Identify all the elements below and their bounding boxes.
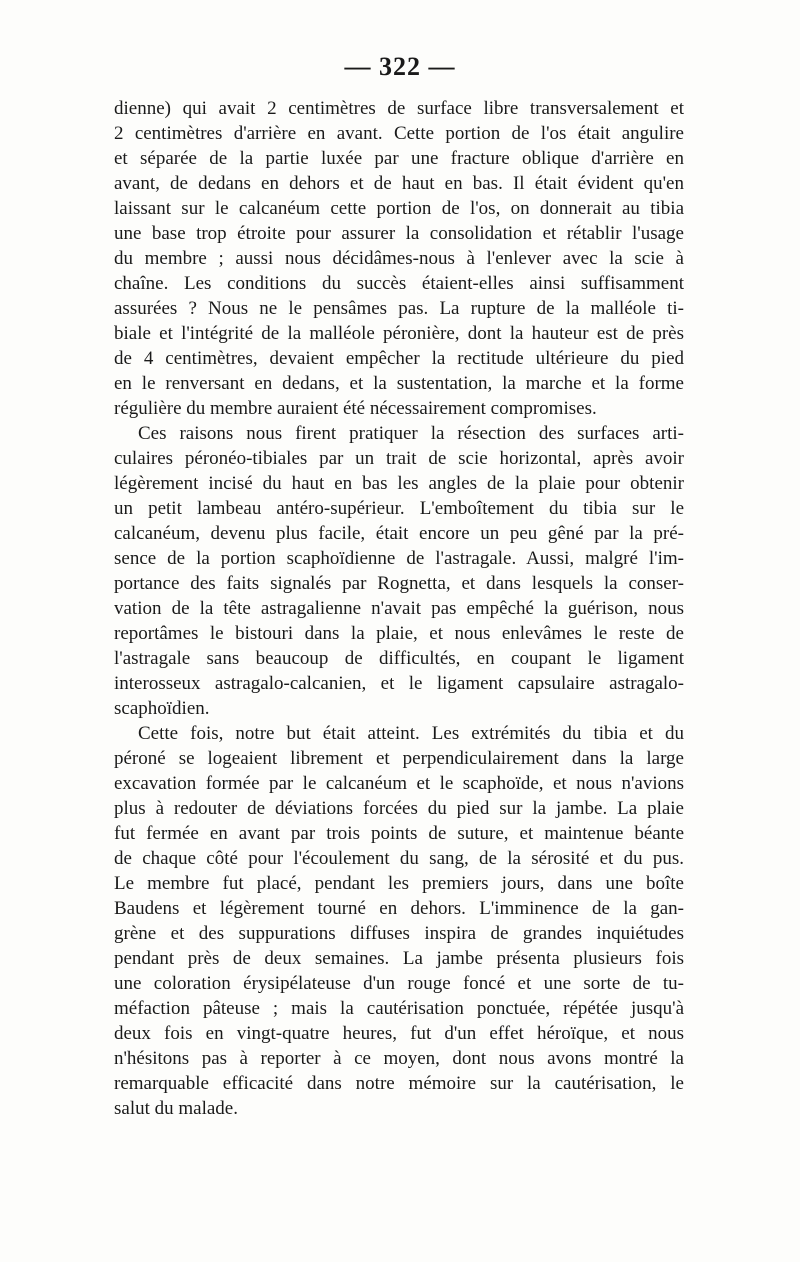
text-line: Ces raisons nous firent pratiquer la résection des surfaces arti- [138,423,684,444]
text-line: interosseux astragalo-calcanien, et le ligament capsulaire astragalo- [114,673,684,694]
text-line: une coloration érysipélateuse d'un rouge foncé et une sorte de tu- [114,973,684,994]
paragraph-3 [114,721,684,1121]
text-line: du membre ; aussi nous décidâmes-nous à l'enlever avec la scie à [114,248,684,269]
text-line: et séparée de la partie luxée par une fracture oblique d'arrière en [114,148,684,169]
text-line: deux fois en vingt-quatre heures, fut d'un effet héroïque, et nous [114,1023,684,1044]
text-line: de chaque côté pour l'écoulement du sang, de la sérosité et du pus. [114,848,684,869]
text-line: calcanéum, devenu plus facile, était encore un peu gêné par la pré- [114,523,684,544]
text-line: remarquable efficacité dans notre mémoire sur la cautérisation, le [114,1073,684,1094]
text-line: excavation formée par le calcanéum et le scaphoïde, et nous n'avions [114,773,684,794]
text-line: plus à redouter de déviations forcées du pied sur la jambe. La plaie [114,798,684,819]
text-line: fut fermée en avant par trois points de suture, et maintenue béante [114,823,684,844]
paragraph-1 [114,96,684,421]
text-line: péroné se logeaient librement et perpendiculairement dans la large [114,748,684,769]
text-line: sence de la portion scaphoïdienne de l'astragale. Aussi, malgré l'im- [114,548,684,569]
text-line: assurées ? Nous ne le pensâmes pas. La rupture de la malléole ti- [114,298,684,319]
text-line: chaîne. Les conditions du succès étaient-elles ainsi suffisamment [114,273,684,294]
text-line: salut du malade. [114,1098,238,1119]
paragraph-2 [114,421,684,721]
text-line: méfaction pâteuse ; mais la cautérisation ponctuée, répétée jusqu'à [114,998,684,1019]
page-number: — 322 — [344,52,456,81]
body-text [114,96,684,1121]
text-line: dienne) qui avait 2 centimètres de surface libre transversalement et [114,98,684,119]
text-line: portance des faits signalés par Rognetta, et dans lesquels la conser- [114,573,684,594]
text-line: régulière du membre auraient été nécessairement compromises. [114,398,597,419]
text-line: reportâmes le bistouri dans la plaie, et nous enlevâmes le reste de [114,623,684,644]
text-line: culaires péronéo-tibiales par un trait de scie horizontal, après avoir [114,448,684,469]
text-line: 2 centimètres d'arrière en avant. Cette portion de l'os était angulire [114,123,684,144]
text-line: légèrement incisé du haut en bas les angles de la plaie pour obtenir [114,473,684,494]
text-line: un petit lambeau antéro-supérieur. L'emboîtement du tibia sur le [114,498,684,519]
text-line: pendant près de deux semaines. La jambe présenta plusieurs fois [114,948,684,969]
text-line: l'astragale sans beaucoup de difficultés, en coupant le ligament [114,648,684,669]
text-line: en le renversant en dedans, et la sustentation, la marche et la forme [114,373,684,394]
text-line: n'hésitons pas à reporter à ce moyen, dont nous avons montré la [114,1048,684,1069]
text-line: grène et des suppurations diffuses inspira de grandes inquiétudes [114,923,684,944]
text-line: une base trop étroite pour assurer la consolidation et rétablir l'usage [114,223,684,244]
text-line: vation de la tête astragalienne n'avait pas empêché la guérison, nous [114,598,684,619]
text-line: Baudens et légèrement tourné en dehors. L'imminence de la gan- [114,898,684,919]
text-line: de 4 centimètres, devaient empêcher la rectitude ultérieure du pied [114,348,684,369]
text-line: Cette fois, notre but était atteint. Les extrémités du tibia et du [138,723,684,744]
text-line: biale et l'intégrité de la malléole péronière, dont la hauteur est de près [114,323,684,344]
text-line: scaphoïdien. [114,698,210,719]
text-line: Le membre fut placé, pendant les premiers jours, dans une boîte [114,873,684,894]
text-line: laissant sur le calcanéum cette portion de l'os, on donnerait au tibia [114,198,684,219]
text-line: avant, de dedans en dehors et de haut en bas. Il était évident qu'en [114,173,684,194]
